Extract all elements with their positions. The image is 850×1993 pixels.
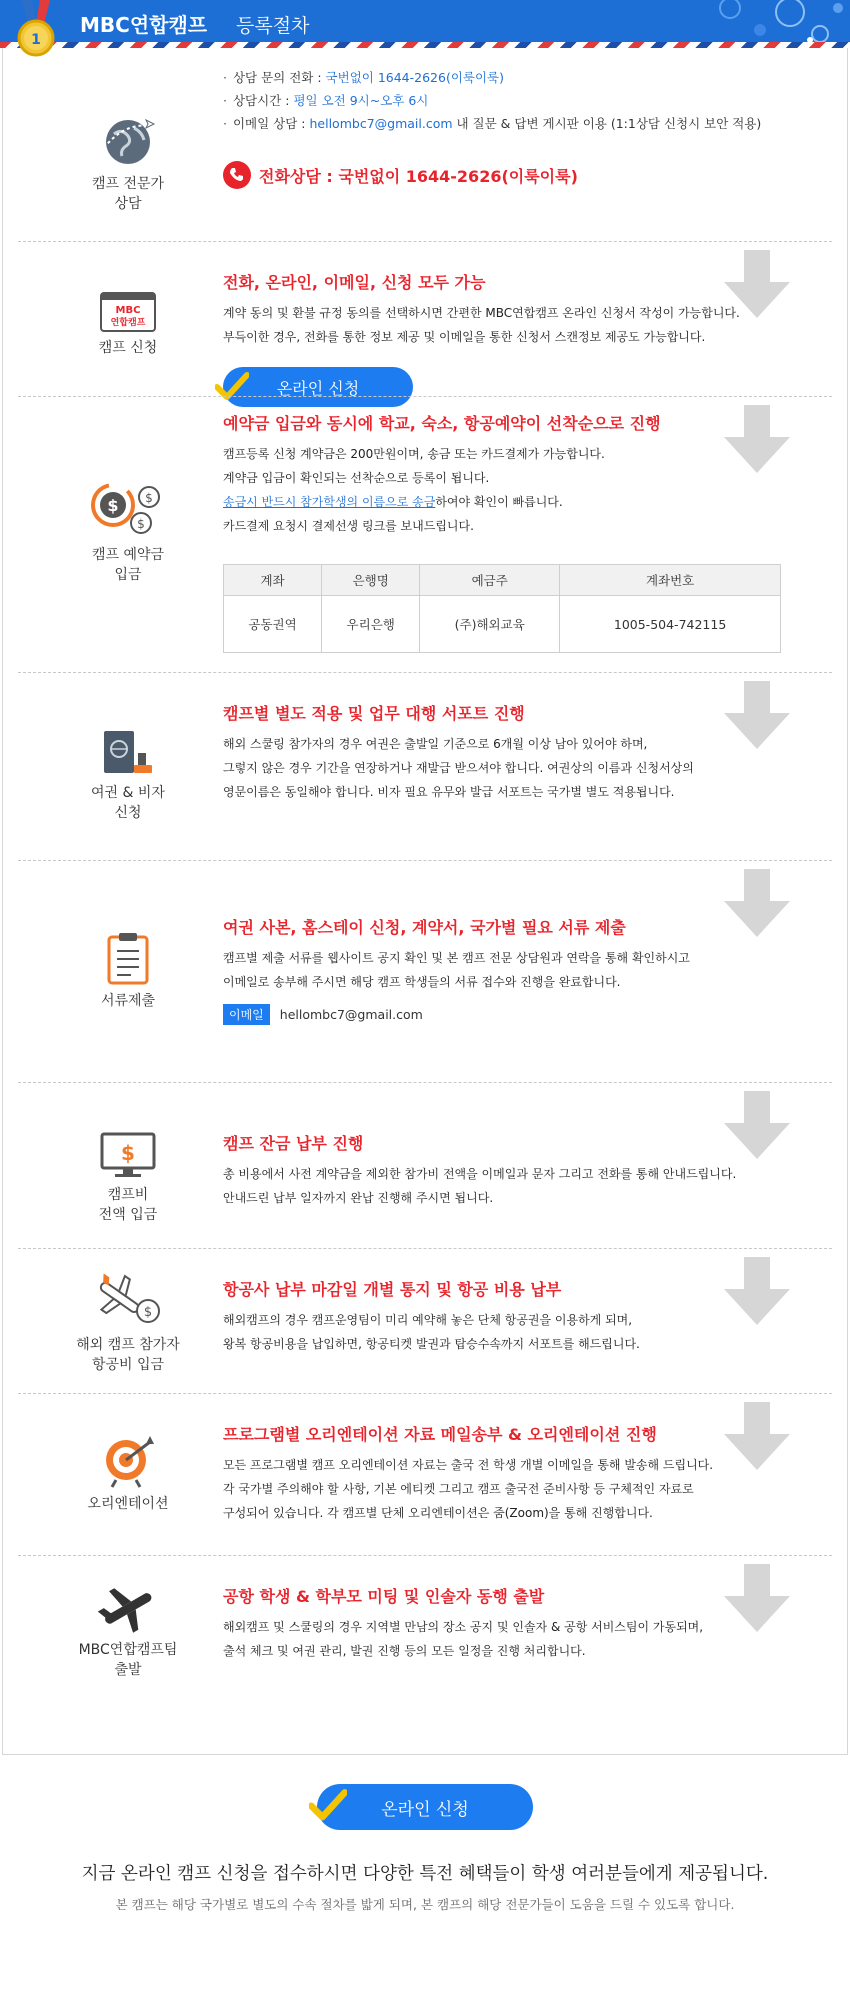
step-label: 서류제출 (100, 993, 156, 1009)
medal-number: 1 (31, 32, 41, 48)
step-content (223, 66, 812, 189)
step-icon-block (58, 475, 198, 585)
step-icon-block (58, 1432, 198, 1514)
step-heading: 공항 학생 & 학부모 미팅 및 인솔자 동행 출발 (223, 1587, 545, 1606)
step-heading: 캠프별 별도 적용 및 업무 대행 서포트 진행 (223, 704, 525, 723)
bullet-email: · 이메일 상담 : hellombc7@gmail.com 내 질문 & 답변 게시판 이용 (1:1상담 신청시 보안 적용) (223, 116, 762, 131)
step-icon-block (58, 729, 198, 823)
step-heading: 프로그램별 오리엔테이션 자료 메일송부 & 오리엔테이션 진행 (223, 1425, 657, 1444)
step-content (223, 915, 812, 1025)
step-desc: 모든 프로그램별 캠프 오리엔테이션 자료는 출국 전 학생 개별 이메일을 통해 발송해 드립니다. 각 국가별 주의해야 할 사항, 기본 에티켓 그리고 캠프 출국전 준비사항 등 구체적인 자료로 구성되어 있습니다. 각 캠프별 단체 오리엔테이션은 줌(Zoom)을 통해 진행합니다. (223, 1458, 714, 1520)
step-label: 캠프 신청 (98, 340, 158, 356)
svg-text:$: $ (137, 517, 145, 531)
svg-text:$: $ (121, 1141, 135, 1165)
step-content (223, 411, 812, 653)
step-desc: 해외캠프의 경우 캠프운영팀이 미리 예약해 놓은 단체 항공권을 이용하게 되며, 왕복 항공비용을 납입하면, 항공티켓 발권과 탑승수속까지 서포트를 해드립니다. (223, 1313, 640, 1351)
phone-icon (223, 161, 251, 189)
step-desc: 캠프등록 신청 계약금은 200만원이며, 송금 또는 카드결제가 가능합니다. 계약금 입금이 확인되는 선착순으로 등록이 됩니다. 송금시 반드시 참가학생의 이름으로 송금하여야 확인이 빠릅니다. 카드결제 요청시 결제선생 링크를 보내드립니다. (223, 447, 605, 533)
step-label: 캠프비 전액 입금 (98, 1187, 158, 1223)
step-desc: 캠프별 제출 서류를 웹사이트 공지 확인 및 본 캠프 전문 상담원과 연락을 통해 확인하시고 이메일로 송부해 주시면 해당 캠프 학생들의 서류 접수와 진행을 완료합니다. (223, 951, 690, 989)
table-row: 공동권역 우리은행 (주)해외교육 1005-504-742115 (224, 596, 781, 653)
step-desc: 계약 동의 및 환불 규정 동의를 선택하시면 간편한 MBC연합캠프 온라인 신청서 작성이 가능합니다. 부득이한 경우, 전화를 통한 정보 제공 및 이메일을 통한 신청서 스캔정보 제공도 가능합니다. (223, 306, 740, 344)
step-heading: 예약금 입금와 동시에 학교, 숙소, 항공예약이 선착순으로 진행 (223, 414, 661, 433)
step-content (223, 1277, 812, 1356)
step-icon-block (58, 1273, 198, 1375)
step-content (223, 701, 812, 804)
step-departure (18, 1556, 832, 1754)
target-arrow-icon (100, 1432, 156, 1488)
step-passport-visa (18, 673, 832, 861)
dollar-coins-icon (85, 475, 171, 539)
step-icon-block (58, 931, 198, 1011)
email-tag: 이메일 (223, 1004, 270, 1025)
mbc-camp-logo-icon (100, 292, 156, 332)
step-icon-block (58, 112, 198, 214)
step-label: 오리엔테이션 (87, 1496, 169, 1512)
clipboard-icon (105, 931, 151, 985)
bullet-phone: · 상담 문의 전화 : 국번없이 1644-2626(이룩이룩) (223, 70, 505, 85)
footer-online-apply-button[interactable]: 온라인 신청 (317, 1784, 533, 1830)
svg-text:$: $ (143, 1305, 153, 1320)
check-icon (309, 1788, 347, 1826)
step-consultation (18, 48, 832, 242)
page-title: 등록절차 (236, 15, 310, 37)
step-full-payment (18, 1083, 832, 1249)
online-apply-button[interactable]: 온라인 신청 (223, 367, 413, 407)
step-airfare (18, 1249, 832, 1394)
bubbles-decoration-icon (690, 0, 850, 48)
step-icon-block (58, 292, 198, 358)
step-label: 캠프 전문가 상담 (91, 176, 165, 212)
step-content (223, 270, 812, 407)
step-label: 여권 & 비자 신청 (91, 785, 165, 821)
step-heading: 여권 사본, 홈스테이 신청, 계약서, 국가별 필요 서류 제출 (223, 918, 626, 937)
step-desc: 해외 스쿨링 참가자의 경우 여권은 출발일 기준으로 6개월 이상 남아 있어야 하며, 그렇지 않은 경우 기간을 연장하거나 재발급 받으셔야 합니다. 여권상의 이름과 신청서상의 영문이름은 동일해야 합니다. 비자 필요 유무와 발급 서포트는 국가별 별도 적용됩니다. (223, 737, 694, 799)
passport-stamp-icon (98, 729, 158, 777)
remit-notice-link: 송금시 반드시 참가학생의 이름으로 송금 (223, 495, 436, 509)
step-desc: 총 비용에서 사전 계약금을 제외한 참가비 전액을 이메일과 문자 그리고 전화를 통해 안내드립니다. 안내드린 납부 일자까지 완납 진행해 주시면 됩니다. (223, 1167, 737, 1205)
step-documents (18, 861, 832, 1083)
step-label: 캠프 예약금 입금 (91, 547, 165, 583)
svg-text:MBC: MBC (115, 305, 141, 316)
phone-consult-text: 전화상담 : 국번없이 1644-2626(이룩이룩) (259, 166, 578, 186)
phone-consult[interactable] (223, 161, 812, 189)
svg-text:$: $ (145, 491, 153, 505)
airplane-icon (98, 1582, 158, 1634)
step-content (223, 1584, 812, 1663)
globe-plane-icon (100, 112, 156, 168)
account-table: 계좌 은행명 예금주 계좌번호 공동권역 우리은행 (주)해외교육 1005-504-742115 (223, 564, 781, 653)
step-heading: 캠프 잔금 납부 진행 (223, 1134, 364, 1153)
notice-message: 본 캠프는 해당 국가별로 별도의 수속 절차를 밟게 되며, 본 캠프의 해당 전문가들이 도움을 드릴 수 있도록 합니다. (115, 1897, 735, 1912)
email-link[interactable]: hellombc7@gmail.com (309, 116, 453, 131)
step-content (223, 1422, 812, 1525)
bullet-hours: · 상담시간 : 평일 오전 9시~오후 6시 (223, 93, 429, 108)
svg-text:$: $ (107, 496, 119, 515)
svg-text:연합캠프: 연합캠프 (110, 318, 146, 328)
airplane-dollar-icon (90, 1273, 166, 1329)
step-orientation (18, 1394, 832, 1556)
email-row (223, 1004, 812, 1025)
brand-logo: MBC연합캠프 (80, 13, 208, 37)
step-content (223, 1131, 812, 1210)
step-heading: 전화, 온라인, 이메일, 신청 모두 가능 (223, 273, 486, 292)
benefit-message: 지금 온라인 캠프 신청을 접수하시면 다양한 특전 혜택들이 학생 여러분들에게 제공됩니다. (81, 1864, 769, 1884)
step-label: MBC연합캠프팀 출발 (78, 1642, 178, 1678)
step-desc: 해외캠프 및 스쿨링의 경우 지역별 만남의 장소 공지 및 인솔자 & 공항 서비스팀이 가동되며, 출석 체크 및 여권 관리, 발권 진행 등의 모든 일정을 진행 처리합니다. (223, 1620, 704, 1658)
contact-bullets (223, 66, 812, 135)
steps-panel (2, 48, 848, 1755)
step-icon-block (58, 1131, 198, 1225)
monitor-dollar-icon (99, 1131, 157, 1179)
step-deposit (18, 397, 832, 673)
page-footer (0, 1784, 850, 1913)
step-label: 해외 캠프 참가자 항공비 입금 (76, 1337, 180, 1373)
email-address[interactable]: hellombc7@gmail.com (279, 1007, 423, 1022)
medal-icon (14, 0, 58, 60)
step-icon-block (58, 1582, 198, 1680)
step-application (18, 242, 832, 397)
step-heading: 항공사 납부 마감일 개별 통지 및 항공 비용 납부 (223, 1280, 562, 1299)
page-header (0, 0, 850, 48)
